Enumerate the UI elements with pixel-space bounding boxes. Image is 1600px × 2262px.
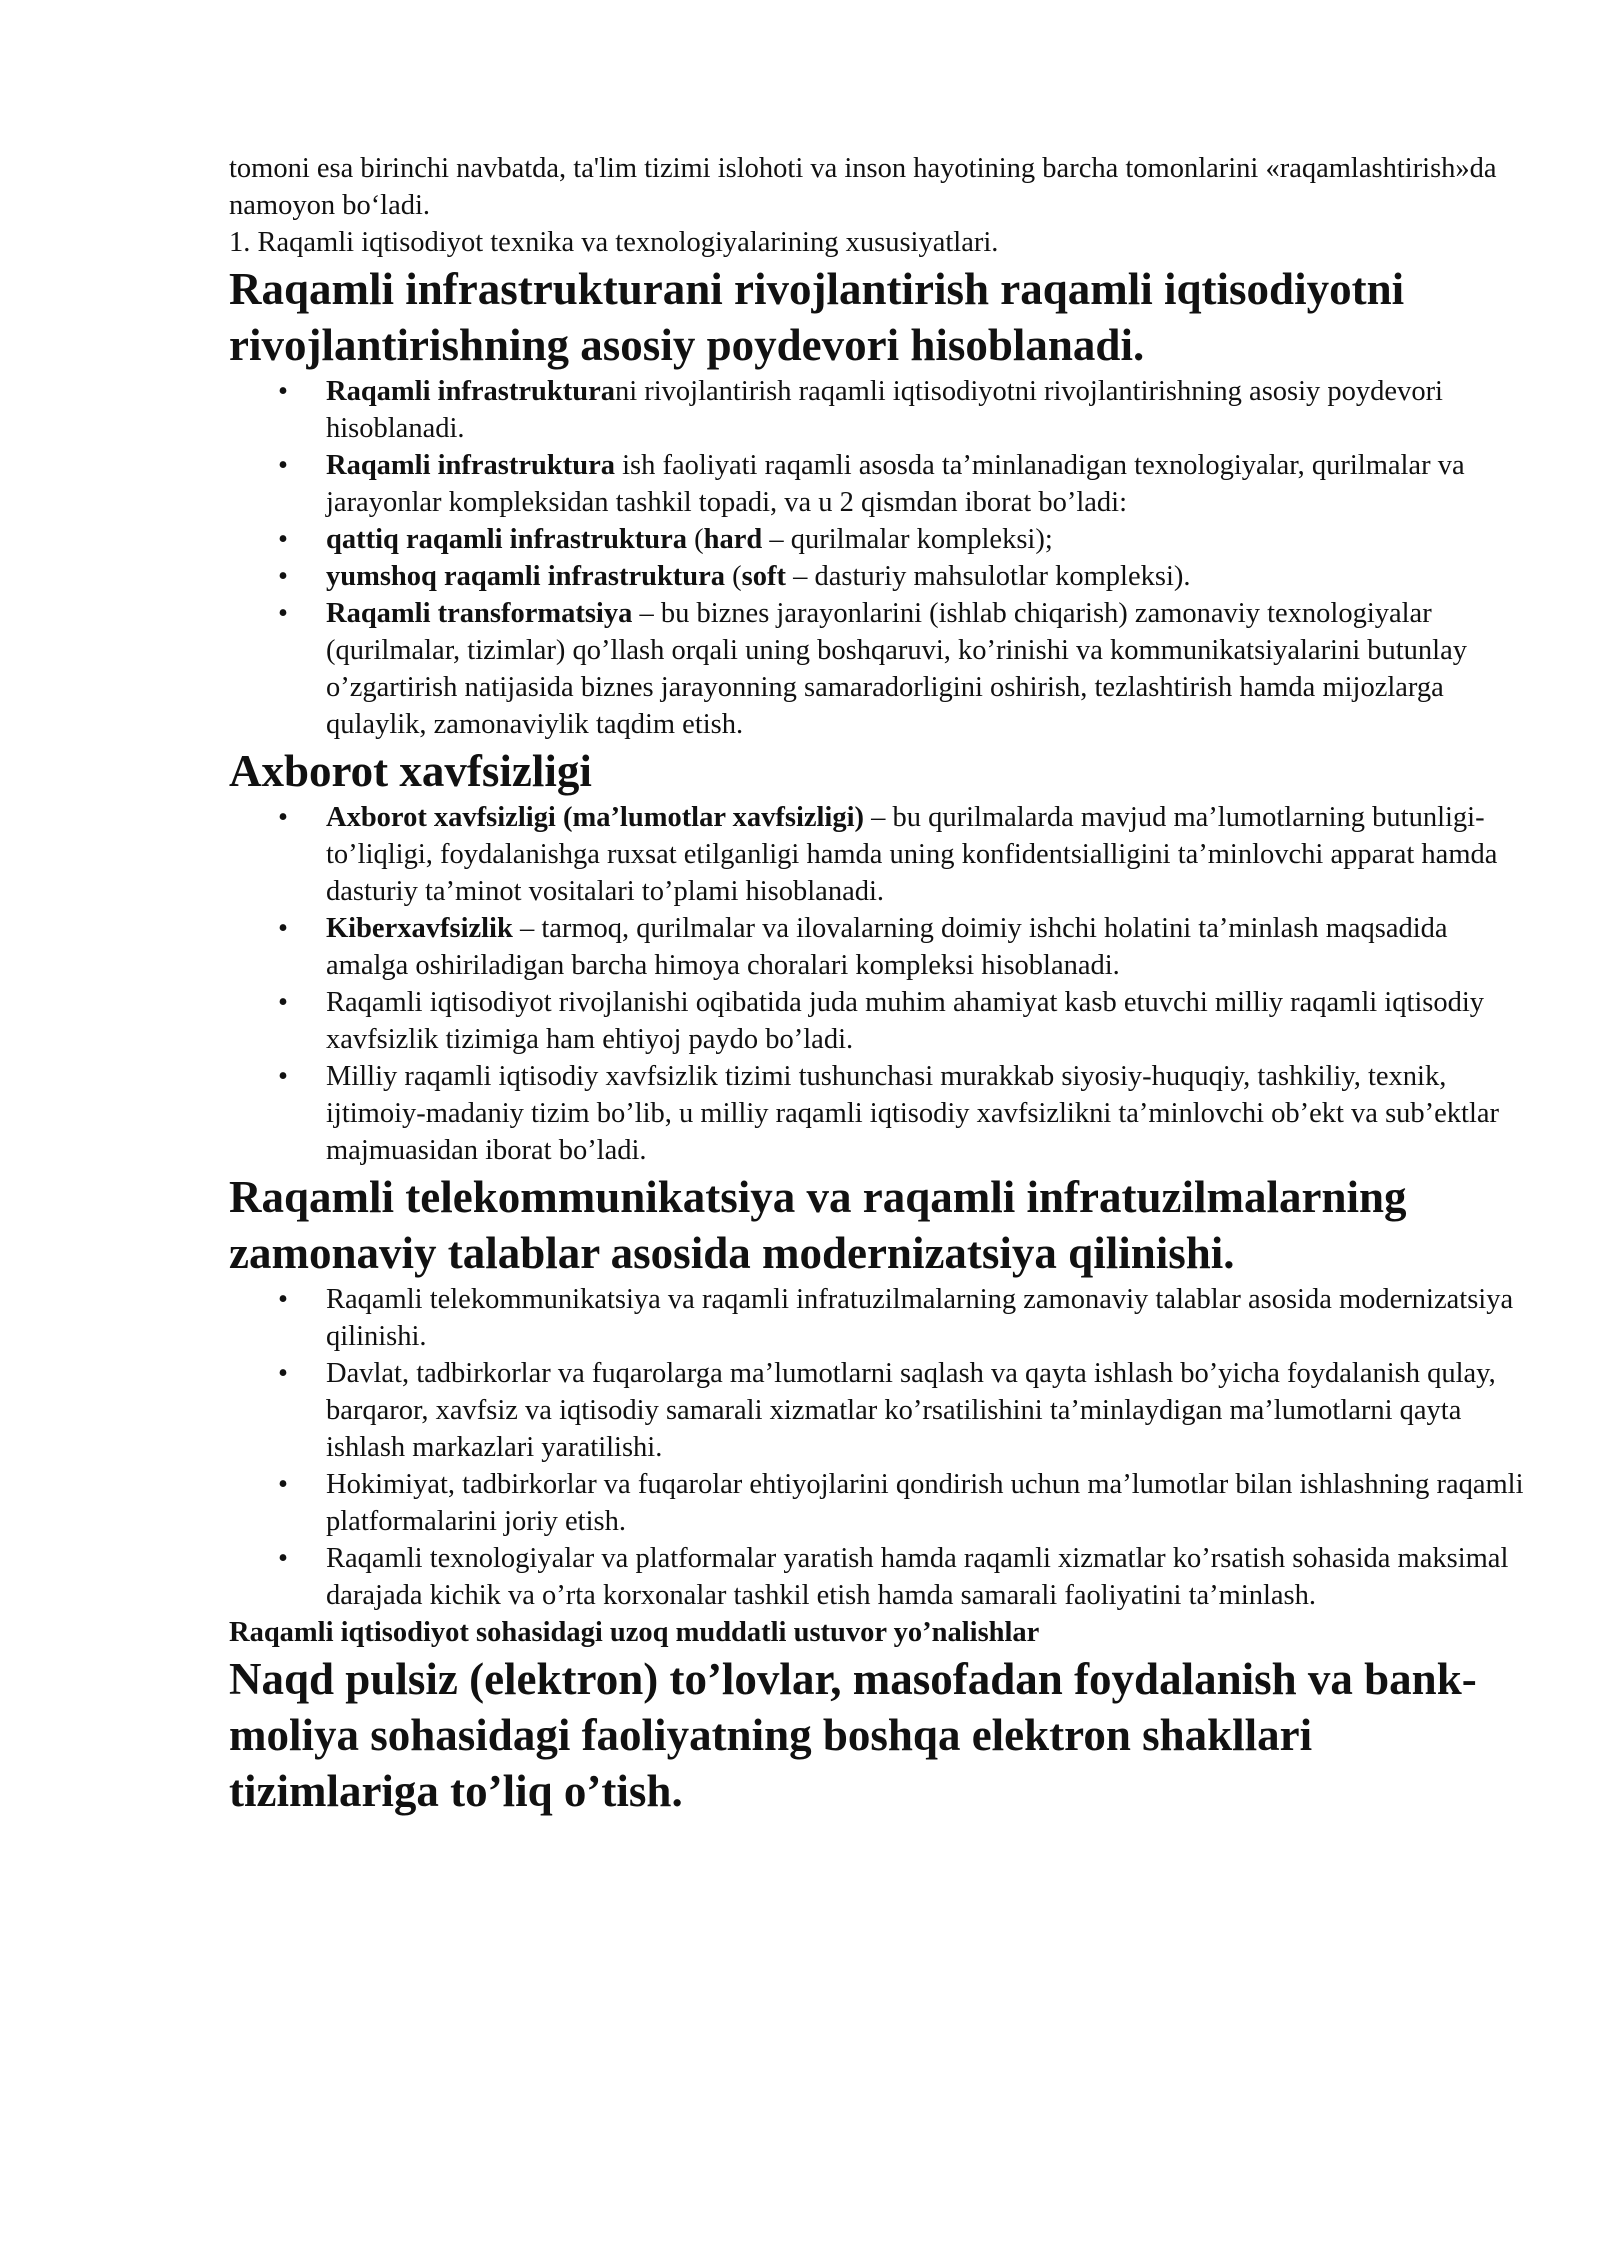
definition: (	[725, 561, 742, 592]
list-item	[278, 910, 1529, 984]
definition: – tarmoq, qurilmalar va ilovalarning doimiy ishchi holatini ta’minlash maqsadida amalga oshiriladigan barcha himoya choralari kompleksi hisoblanadi.	[326, 913, 1448, 981]
definition-secondary: – dasturiy mahsulotlar kompleksi).	[786, 561, 1191, 592]
bullet-icon: •	[278, 1469, 288, 1500]
list-item	[278, 558, 1529, 595]
item-text: Davlat, tadbirkorlar va fuqarolarga ma’lumotlarni saqlash va qayta ishlash bo’yicha foydalanish qulay, barqaror, xavfsiz va iqtisodiy samarali xizmatlar ko’rsatilishini ta’minlaydigan ma’lumotlarni qayta ishlash markazlari yaratilishi.	[326, 1358, 1496, 1463]
item-text: Hokimiyat, tadbirkorlar va fuqarolar ehtiyojlarini qondirish uchun ma’lumotlar bilan ishlashning raqamli platformalarini joriy etish.	[326, 1469, 1524, 1537]
bullet-icon: •	[278, 524, 288, 555]
list-item	[278, 373, 1529, 447]
subheading-priorities: Raqamli iqtisodiyot sohasidagi uzoq muddatli ustuvor yo’nalishlar	[229, 1617, 1040, 1648]
list-item	[278, 595, 1529, 743]
bullet-icon: •	[278, 1284, 288, 1315]
section-heading-infrastructure: Raqamli infrastrukturani rivojlantirish raqamli iqtisodiyotni rivojlantirishning asosiy poydevori hisoblanadi.	[229, 264, 1405, 370]
section-heading-cashless: Naqd pulsiz (elektron) to’lovlar, masofadan foydalanish va bank-moliya sohasidagi faoliyatning boshqa elektron shakllari tizimlariga to’liq o’tish.	[229, 1654, 1477, 1816]
term: Raqamli infrastruktura	[326, 376, 615, 407]
item-text: Raqamli texnologiyalar va platformalar yaratish hamda raqamli xizmatlar ko’rsatish sohasida maksimal darajada kichik va o’rta korxonalar tashkil etish hamda samarali faoliyatini ta’minlash.	[326, 1543, 1509, 1611]
term: qattiq raqamli infrastruktura	[326, 524, 688, 555]
item-text: Milliy raqamli iqtisodiy xavfsizlik tizimi tushunchasi murakkab siyosiy-huquqiy, tashkiliy, texnik, ijtimoiy-madaniy tizim bo’lib, u milliy raqamli iqtisodiy xavfsizlikni ta’minlovchi ob’ekt va sub’ektlar majmuasidan iborat bo’ladi.	[326, 1061, 1500, 1166]
term: Kiberxavfsizlik	[326, 913, 513, 944]
bullet-icon: •	[278, 1543, 288, 1574]
definition: (	[687, 524, 704, 555]
list-item	[278, 1058, 1529, 1169]
definition: – bu biznes jarayonlarini (ishlab chiqarish) zamonaviy texnologiyalar (qurilmalar, tizimlar) qo’llash orqali uning boshqaruvi, ko’rinishi va kommunikatsiyalarini butunlay o’zgartirish natijasida biznes jarayonning samaradorligini oshirish, tezlashtirish hamda mijozlarga qulaylik, zamonaviylik taqdim etish.	[326, 598, 1468, 740]
list-item	[278, 1466, 1529, 1540]
item-text: Raqamli telekommunikatsiya va raqamli infratuzilmalarning zamonaviy talablar asosida modernizatsiya qilinishi.	[326, 1284, 1514, 1352]
bullet-icon: •	[278, 802, 288, 833]
bullet-icon: •	[278, 987, 288, 1018]
list-item	[278, 521, 1529, 558]
bullet-icon: •	[278, 1358, 288, 1389]
security-list	[229, 799, 1529, 1169]
bullet-icon: •	[278, 1061, 288, 1092]
term: Raqamli transformatsiya	[326, 598, 633, 629]
list-item	[278, 1281, 1529, 1355]
bullet-icon: •	[278, 598, 288, 629]
section-heading-security: Axborot xavfsizligi	[229, 746, 592, 796]
item-text: Raqamli iqtisodiyot rivojlanishi oqibatida juda muhim ahamiyat kasb etuvchi milliy raqamli iqtisodiy xavfsizlik tizimiga ham ehtiyoj paydo bo’ladi.	[326, 987, 1485, 1055]
term: Raqamli infrastruktura	[326, 450, 615, 481]
document-page	[229, 150, 1529, 1819]
list-item	[278, 984, 1529, 1058]
definition: ish faoliyati raqamli asosda ta’minlanadigan texnologiyalar, qurilmalar va jarayonlar kompleksidan tashkil topadi, va u 2 qismdan iborat bo’ladi:	[326, 450, 1465, 518]
intro-numbered-line: 1. Raqamli iqtisodiyot texnika va texnologiyalarining xususiyatlari.	[229, 227, 999, 258]
term: yumshoq raqamli infrastruktura	[326, 561, 726, 592]
term: Axborot xavfsizligi (ma’lumotlar xavfsizligi)	[326, 802, 865, 833]
bullet-icon: •	[278, 376, 288, 407]
term-secondary: hard	[703, 524, 763, 555]
term-secondary: soft	[741, 561, 786, 592]
telecom-list	[229, 1281, 1529, 1614]
list-item	[278, 447, 1529, 521]
list-item	[278, 799, 1529, 910]
list-item	[278, 1540, 1529, 1614]
section-heading-telecom: Raqamli telekommunikatsiya va raqamli infratuzilmalarning zamonaviy talablar asosida modernizatsiya qilinishi.	[229, 1172, 1407, 1278]
bullet-icon: •	[278, 561, 288, 592]
definition-secondary: – qurilmalar kompleksi);	[762, 524, 1053, 555]
definition: ni rivojlantirish raqamli iqtisodiyotni rivojlantirishning asosiy poydevori hisoblanadi.	[326, 376, 1443, 444]
definition: – bu qurilmalarda mavjud ma’lumotlarning butunligi-to’liqligi, foydalanishga ruxsat etilganligi hamda uning konfidentsialligini ta’minlovchi apparat hamda dasturiy ta’minot vositalari to’plami hisoblanadi.	[326, 802, 1498, 907]
bullet-icon: •	[278, 450, 288, 481]
intro-paragraph: tomoni esa birinchi navbatda, ta'lim tizimi islohoti va inson hayotining barcha tomonlarini «raqamlashtirish»da namoyon bo‘ladi.	[229, 153, 1497, 221]
list-item	[278, 1355, 1529, 1466]
bullet-icon: •	[278, 913, 288, 944]
infrastructure-list	[229, 373, 1529, 743]
